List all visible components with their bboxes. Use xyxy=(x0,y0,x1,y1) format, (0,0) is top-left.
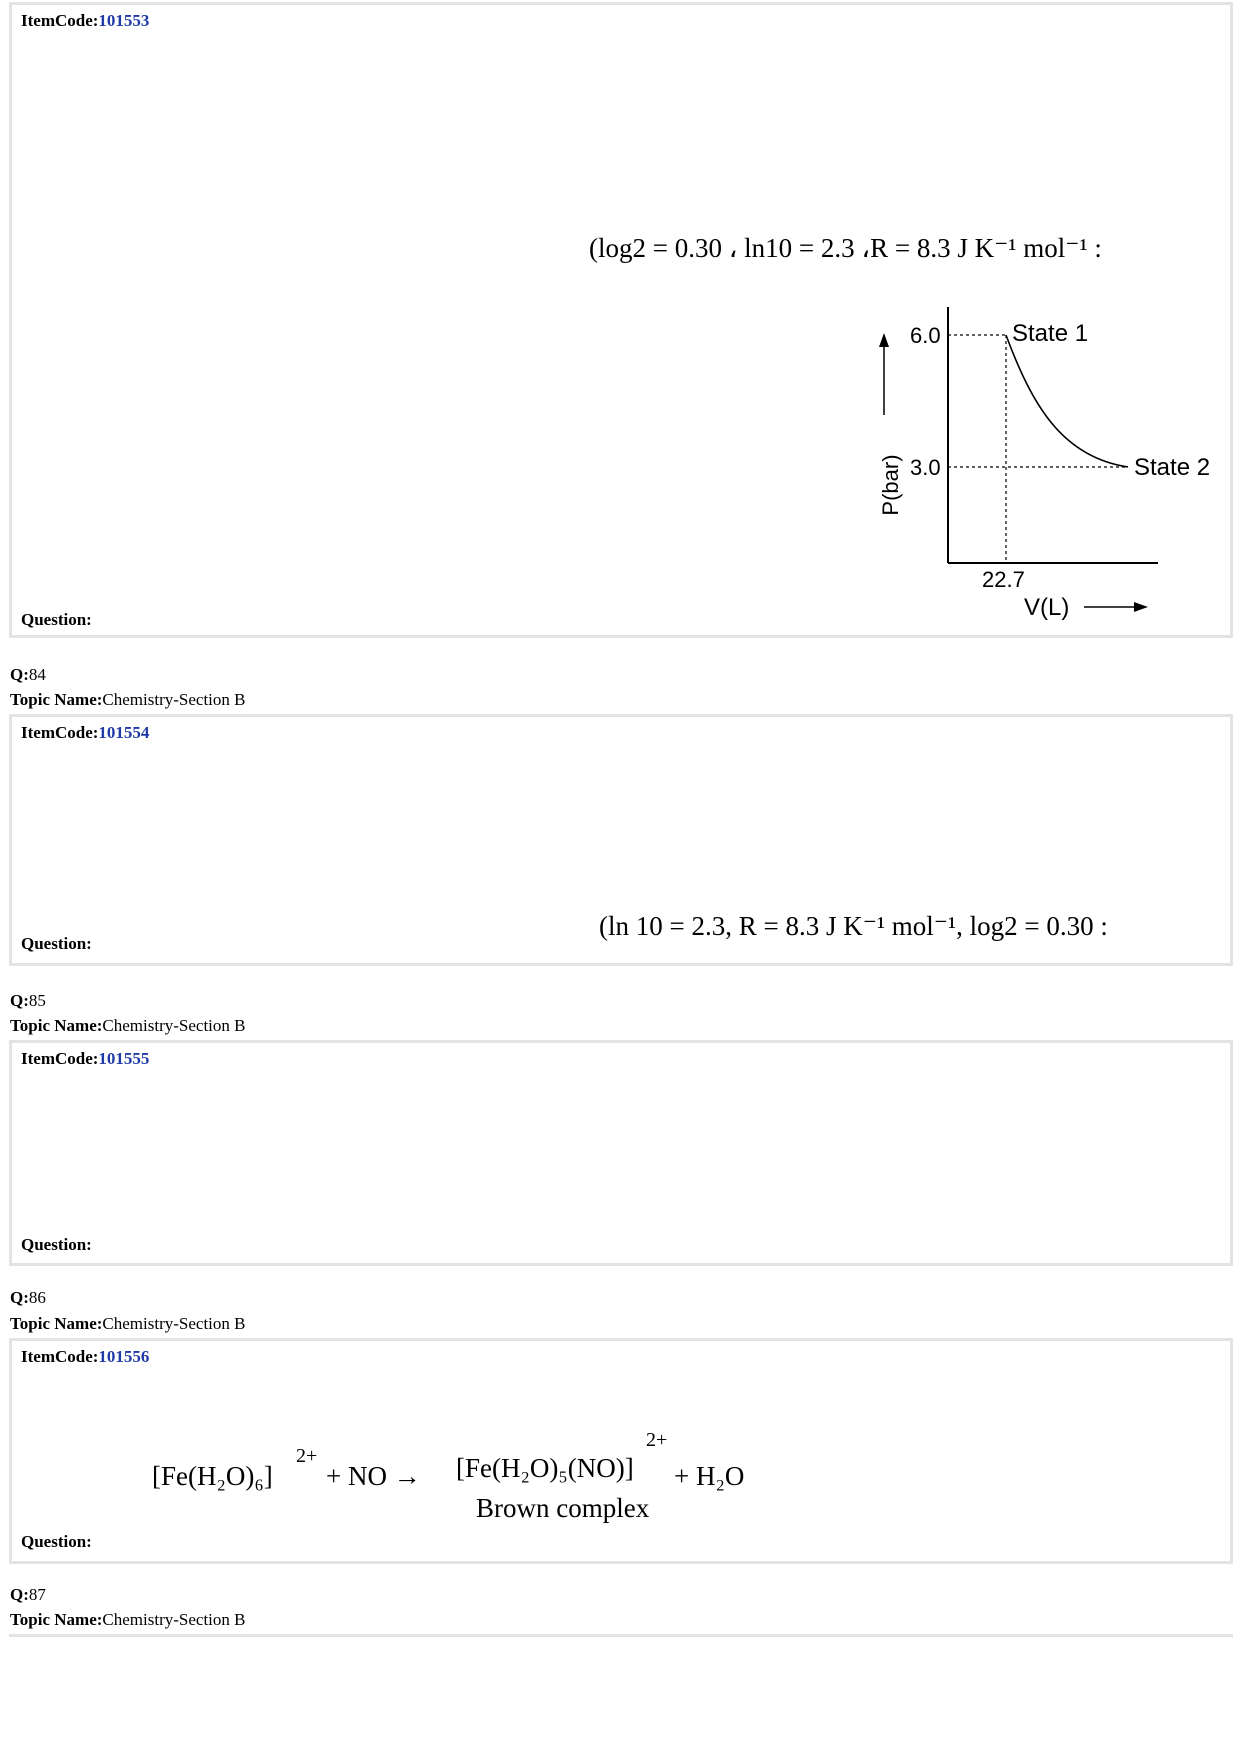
given-constants: (ln 10 = 2.3, R = 8.3 J K⁻¹ mol⁻¹, log2 = 0.30 : xyxy=(599,911,1108,941)
given-constants: (log2 = 0.30 ، ln10 = 2.3 ،R = 8.3 J K⁻¹ mol⁻¹ : xyxy=(589,233,1102,263)
reactant-charge: 2+ xyxy=(296,1445,318,1467)
topic-name: Topic Name:Chemistry-Section B xyxy=(10,1610,246,1629)
question-card-101554 xyxy=(9,714,1233,966)
y-arrowhead-icon xyxy=(879,333,889,347)
chemical-equation xyxy=(152,1429,792,1539)
y-axis-label: P(bar) xyxy=(878,454,903,516)
reactant-complex: [Fe(H₂O)₆] xyxy=(152,1461,273,1491)
item-code: ItemCode:101554 xyxy=(21,723,150,742)
state1-label: State 1 xyxy=(1012,320,1089,347)
brown-complex: [Fe(H₂O)₅(NO)] xyxy=(456,1453,634,1483)
item-code: ItemCode:101553 xyxy=(21,11,150,30)
x-axis-label: V(L) xyxy=(1024,594,1070,621)
question-label: Question: xyxy=(21,1532,92,1551)
y-tick-low: 3.0 xyxy=(910,455,941,480)
question-label: Question: xyxy=(21,934,92,953)
y-tick-high: 6.0 xyxy=(910,323,941,348)
topic-name: Topic Name:Chemistry-Section B xyxy=(10,1016,246,1035)
card-top-border xyxy=(9,1634,1233,1637)
question-card-101555 xyxy=(9,1040,1233,1266)
isotherm-curve xyxy=(1006,335,1128,467)
question-label: Question: xyxy=(21,610,92,629)
pv-diagram xyxy=(852,295,1240,635)
state2-label: State 2 xyxy=(1134,454,1211,481)
question-card-101553 xyxy=(9,2,1233,638)
product-charge: 2+ xyxy=(646,1429,668,1451)
item-code: ItemCode:101556 xyxy=(21,1347,150,1366)
product-water: + H₂O xyxy=(674,1461,745,1491)
question-label: Question: xyxy=(21,1235,92,1254)
reactant-no: + NO → xyxy=(326,1461,421,1491)
x-arrowhead-icon xyxy=(1134,602,1148,612)
topic-name: Topic Name:Chemistry-Section B xyxy=(10,1314,246,1333)
question-number: Q:84 xyxy=(10,665,46,684)
topic-name: Topic Name:Chemistry-Section B xyxy=(10,690,246,709)
brown-complex-caption: Brown complex xyxy=(476,1493,650,1523)
question-number: Q:87 xyxy=(10,1585,46,1604)
item-code: ItemCode:101555 xyxy=(21,1049,150,1068)
question-number: Q:86 xyxy=(10,1288,46,1307)
question-card-101556 xyxy=(9,1338,1233,1564)
question-number: Q:85 xyxy=(10,991,46,1010)
x-tick: 22.7 xyxy=(982,567,1025,592)
